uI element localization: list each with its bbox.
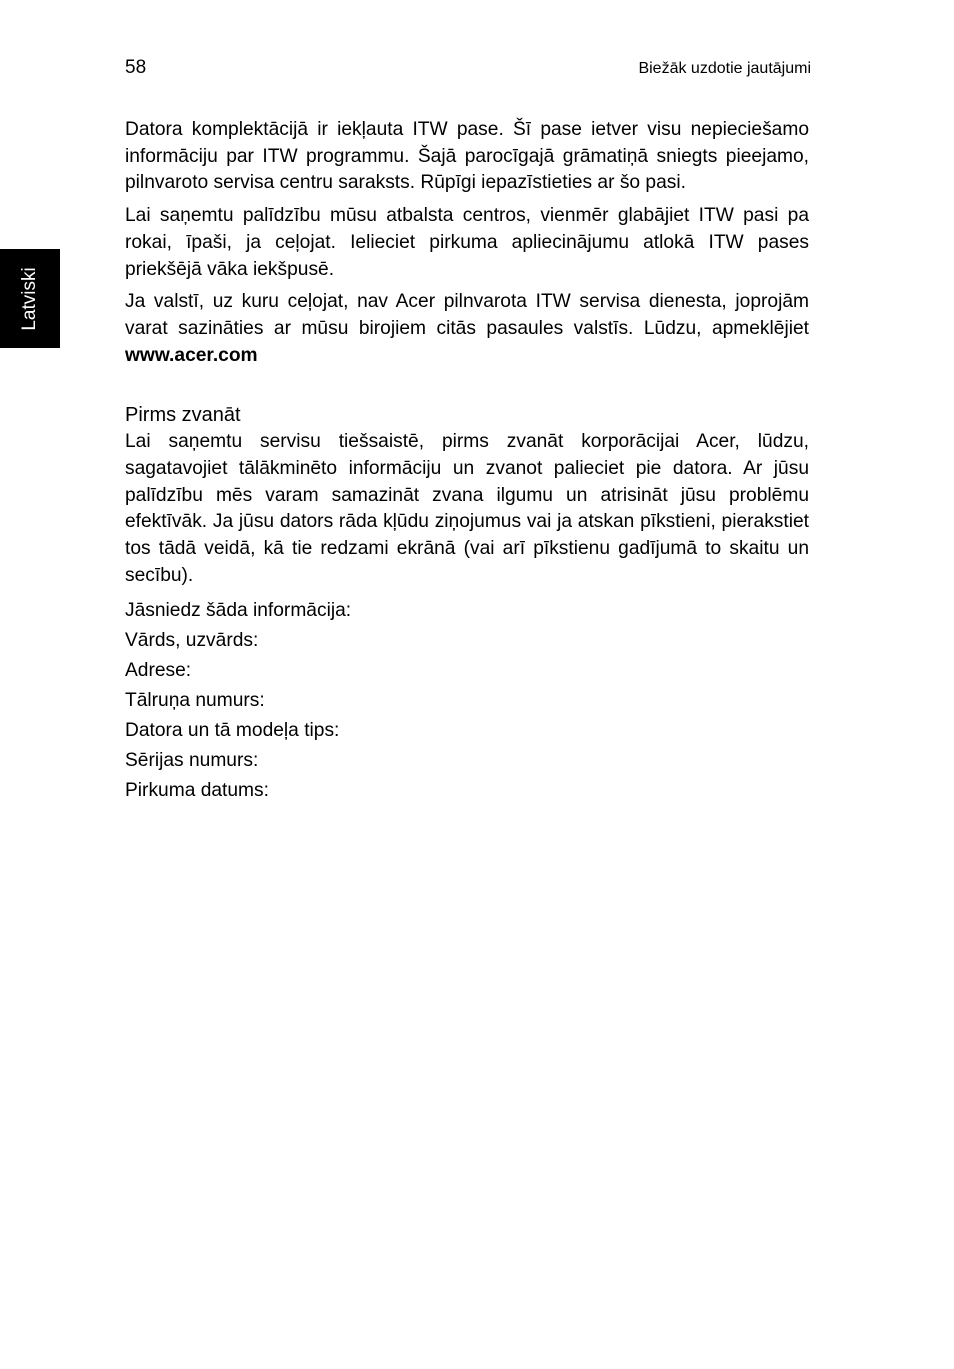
info-item-model: Datora un tā modeļa tips: (125, 719, 340, 741)
main-content (125, 117, 809, 806)
info-list (125, 626, 809, 806)
info-intro: Jāsniedz šāda informācija: (125, 599, 352, 621)
section-heading: Pirms zvanāt (125, 404, 241, 427)
language-side-tab (0, 249, 60, 348)
info-item-name: Vārds, uzvārds: (125, 629, 259, 651)
paragraph-contact-offices (125, 289, 809, 369)
info-item-serial: Sērijas numurs: (125, 749, 259, 771)
info-item-phone: Tālruņa numurs: (125, 689, 265, 711)
running-header: Biežāk uzdotie jautājumi (638, 60, 811, 77)
acer-website-link: www.acer.com (125, 344, 258, 366)
section-body: Lai saņemtu servisu tiešsaistē, pirms zvanāt korporācijai Acer, lūdzu, sagatavojiet tālākminēto informāciju un zvanot palieciet pie datora. Ar jūsu palīdzību mēs varam samazināt zvana ilgumu un atrisināt jūsu problēmu efektīvāk. Ja jūsu dators rāda kļūdu ziņojumus vai ja atskan pīkstieni, pierakstiet tos tādā veidā, kā tie redzami ekrānā (vai arī pīkstienu gadījumā to skaitu un secību). (125, 431, 809, 586)
language-side-tab-label: Latviski (19, 267, 40, 331)
page-number: 58 (125, 57, 147, 78)
info-item-purchase-date: Pirkuma datums: (125, 779, 269, 801)
info-item-address: Adrese: (125, 659, 192, 681)
paragraph-contact-text: Ja valstī, uz kuru ceļojat, nav Acer pilnvarota ITW servisa dienesta, joprojām varat sazināties ar mūsu birojiem citās pasaules valstīs. Lūdzu, apmeklējiet (125, 291, 809, 339)
paragraph-keep-passport: Lai saņemtu palīdzību mūsu atbalsta centros, vienmēr glabājiet ITW pasi pa rokai, īpaši, ja ceļojat. Ielieciet pirkuma apliecinājumu atlokā ITW pases priekšējā vāka iekšpusē. (125, 205, 809, 280)
paragraph-itw-passport: Datora komplektācijā ir iekļauta ITW pase. Šī pase ietver visu nepieciešamo informāciju par ITW programmu. Šajā parocīgajā grāmatiņā sniegts pieejamo, pilnvaroto servisa centru saraksts. Rūpīgi iepazīstieties ar šo pasi. (125, 119, 809, 194)
